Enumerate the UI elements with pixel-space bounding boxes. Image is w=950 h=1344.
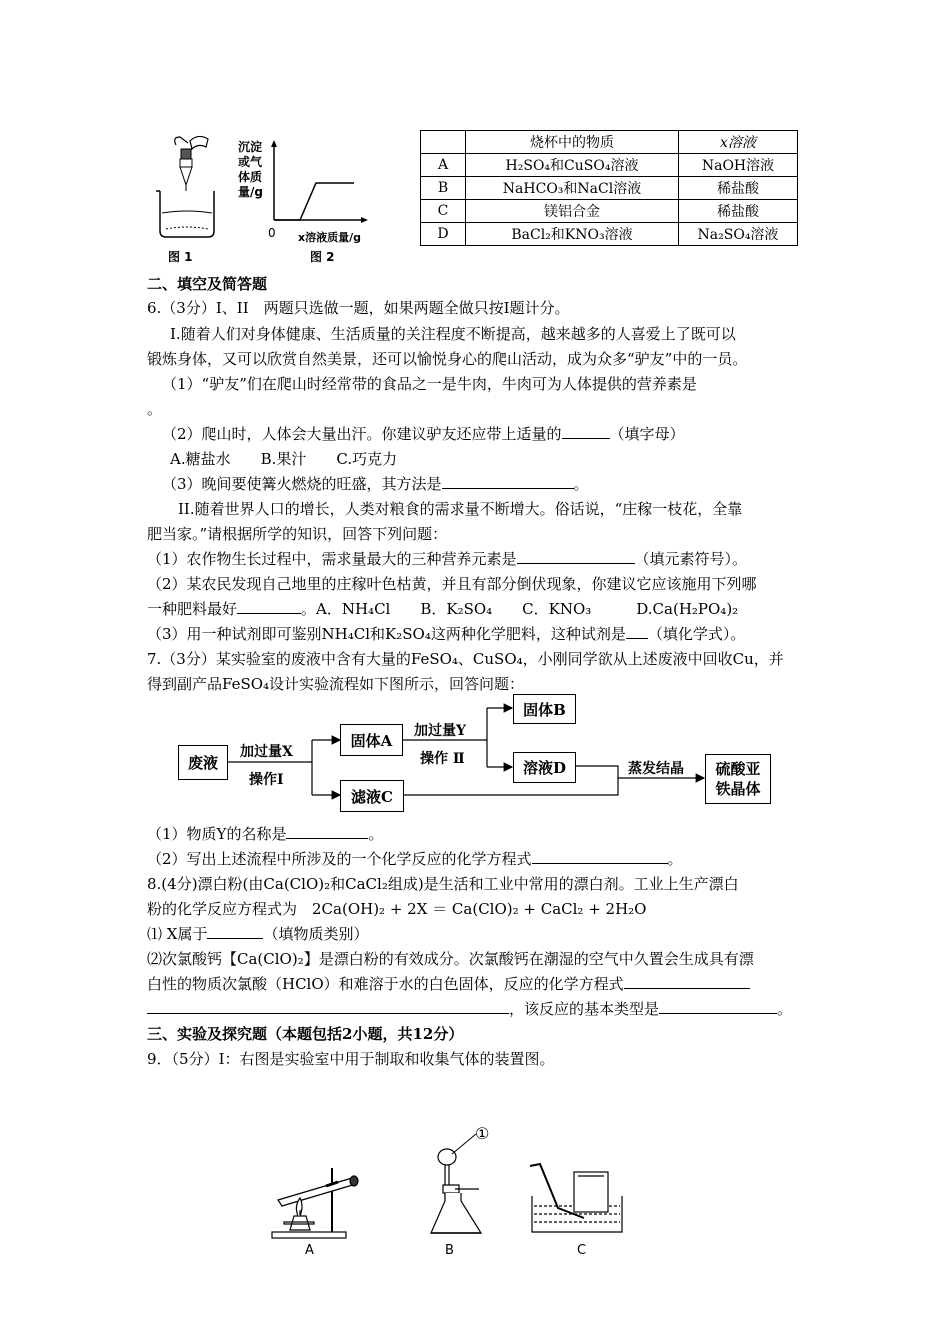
fig1-caption: 图 1 [168,250,193,264]
q6-ii-intro-1: II.随着世界人口的增长，人类对粮食的需求量不断增大。俗话说，“庄稼一枝花，全靠 [178,500,743,518]
q6-i3: （3）晚间要使篝火燃烧的旺盛，其方法是 。 [162,475,589,493]
q8-head-2: 粉的化学反应方程式为 2Ca(OH)₂ + 2X ＝ Ca(ClO)₂ + CaCl₂ + 2H₂O [147,900,647,918]
flow-add-x: 加过量X [240,744,293,760]
marker-circled-1: ① [475,1124,490,1143]
apparatus-label-a: A [305,1243,314,1258]
section3-title: 三、实验及探究题（本题包括2小题，共12分） [147,1025,464,1043]
answer-blank[interactable] [147,999,509,1014]
q8-q2-1: ⑵次氯酸钙【Ca(ClO)₂】是漂白粉的有效成分。次氯酸钙在潮湿的空气中久置会生成具有漂 [147,950,754,968]
flow-op1: 操作I [249,772,284,788]
table-row: A H₂SO₄和CuSO₄溶液 NaOH溶液 [421,154,798,177]
q6-head: 6.（3分）I、II 两题只选做一题，如果两题全做只按I题计分。 [147,299,570,317]
flow-waste: 废液 [178,745,228,780]
answer-blank[interactable] [659,999,777,1014]
q6-i-intro-1: I.随着人们对身体健康、生活质量的关注程度不断提高，越来越多的人喜爱上了既可以 [170,325,736,343]
apparatus-a-heating [268,1160,368,1240]
y-axis-label: 沉淀 或气 体质 量/g [238,140,263,199]
q7-q2: （2）写出上述流程中所涉及的一个化学反应的化学方程式 。 [147,850,683,868]
q6-ii2-2: 一种肥料最好 。A．NH₄Cl B．K₂SO₄ C．KNO₃ D.Ca(H₂PO₄)₂ [147,600,739,618]
table-row: B NaHCO₃和NaCl溶液 稀盐酸 [421,177,798,200]
answer-blank[interactable] [624,974,750,989]
table-row: D BaCl₂和KNO₃溶液 Na₂SO₄溶液 [421,223,798,246]
flow-evaporate: 蒸发结晶 [628,761,684,777]
q6-ii1: （1）农作物生长过程中，需求量最大的三种营养元素是 （填元素符号）。 [147,550,748,568]
table-row: C 镁铝合金 稀盐酸 [421,200,798,223]
q6-ii3: （3）用一种试剂即可鉴别NH₄Cl和K₂SO₄这两种化学肥料，这种试剂是 （填化学式）。 [147,625,746,643]
q9-head: 9．（5分）Ⅰ：右图是实验室中用于制取和收集气体的装置图。 [147,1050,555,1068]
q8-q2-3: ，该反应的基本类型是 。 [147,999,792,1019]
q6-i1: （1）“驴友”们在爬山时经常带的食品之一是牛肉，牛肉可为人体提供的营养素是 [162,375,697,393]
q8-q1: ⑴ X属于 （填物质类别） [147,925,369,943]
marker-leader-line [450,1132,480,1156]
flow-filtrate-c: 滤液C [340,780,404,812]
q8-head-1: 8.(4分)漂白粉(由Ca(ClO)₂和CaCl₂组成)是生活和工业中常用的漂白剂。工业上生产漂白 [147,875,739,893]
answer-blank[interactable] [207,924,263,939]
q6-i1-end: 。 [147,400,163,418]
flow-solution-d: 溶液D [513,752,576,783]
q8-q2-2: 白性的物质次氯酸（HClO）和难溶于水的白色固体，反应的化学方程式 [147,974,750,994]
q6-i2: （2）爬山时，人体会大量出汗。你建议驴友还应带上适量的 （填字母） [162,425,685,443]
graph-origin: 0 [268,226,276,240]
q7-head-2: 得到副产品FeSO₄设计实验流程如下图所示，回答问题： [147,675,525,693]
flow-add-y: 加过量Y [414,723,466,739]
flow-solid-a: 固体A [340,724,403,756]
apparatus-c-water-trough [528,1160,628,1240]
fig2-caption: 图 2 [310,250,335,264]
apparatus-label-c: C [577,1243,587,1258]
q6-i2-options: A.糖盐水 B.果汁 C.巧克力 [170,450,398,468]
section2-title: 二、填空及简答题 [147,275,268,293]
flow-op2: 操作 Ⅱ [420,751,465,767]
q6-ii-intro-2: 肥当家。”请根据所学的知识，回答下列问题： [147,525,448,543]
flow-solid-b: 固体B [513,694,576,724]
flow-product: 硫酸亚 铁晶体 [705,754,771,804]
q6-ii2-1: （2）某农民发现自己地里的庄稼叶色枯黄，并且有部分倒伏现象，你建议它应该施用下列哪 [147,575,757,593]
x-axis-label: x溶液质量/g [298,231,361,244]
q7-head-1: 7.（3分）某实验室的废液中含有大量的FeSO₄、CuSO₄，小刚同学欲从上述废液中回收Cu，并 [147,650,784,668]
answer-blank[interactable] [532,849,668,864]
apparatus-b-flask [425,1145,495,1240]
apparatus-label-b: B [445,1243,454,1258]
options-table: 烧杯中的物质 x溶液 A H₂SO₄和CuSO₄溶液 NaOH溶液 B NaHCO₃和NaCl溶液 稀盐酸 C 镁铝合金 稀盐酸 D BaCl₂和KNO₃溶液 Na₂SO₄溶液 [420,130,798,246]
q6-i-intro-2: 锻炼身体，又可以欣赏自然美景，还可以愉悦身心的爬山活动，成为众多“驴友”中的一员。 [147,350,748,368]
q7-q1: （1）物质Y的名称是 。 [147,825,384,843]
answer-blank[interactable] [286,824,368,839]
